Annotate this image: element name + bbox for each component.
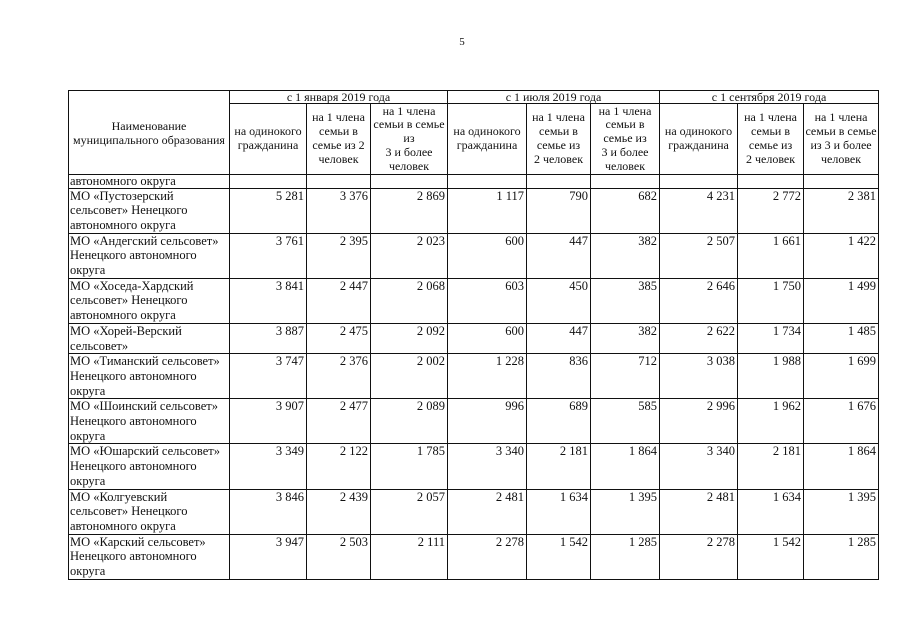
rate-value-cell: 2 622 [660,323,738,353]
municipality-name-cell: автономного округа [69,175,230,189]
rate-value-cell [371,175,448,189]
rate-value-cell: 2 439 [307,489,371,534]
rate-value-cell: 1 117 [448,188,527,233]
rate-value-cell: 2 475 [307,323,371,353]
municipality-name-cell: МО «Пустозерский сельсовет» Ненецкого автономного округа [69,188,230,233]
rate-value-cell: 1 228 [448,354,527,399]
rate-value-cell: 996 [448,399,527,444]
table-row [69,188,879,233]
rate-value-cell: 689 [527,399,591,444]
rate-value-cell: 1 485 [804,323,879,353]
rate-value-cell: 2 181 [738,444,804,489]
table-header [69,91,879,175]
table-body [69,175,879,580]
table-row [69,534,879,579]
rate-value-cell: 2 646 [660,278,738,323]
rate-value-cell: 2 181 [527,444,591,489]
rate-value-cell: 450 [527,278,591,323]
rate-value-cell: 1 395 [804,489,879,534]
municipality-name-cell: МО «Шоинский сельсовет» Ненецкого автономного округа [69,399,230,444]
rate-value-cell: 2 278 [448,534,527,579]
rate-value-cell: 836 [527,354,591,399]
municipality-name-cell: МО «Карский сельсовет» Ненецкого автономного округа [69,534,230,579]
column-header-family-of-2: на 1 члена семьи в семье из 2 человек [307,104,371,175]
rate-value-cell [660,175,738,189]
rate-value-cell: 600 [448,323,527,353]
rate-value-cell: 3 841 [230,278,307,323]
rate-value-cell: 1 864 [804,444,879,489]
rate-value-cell: 3 038 [660,354,738,399]
rate-value-cell [230,175,307,189]
rate-value-cell: 382 [591,323,660,353]
rate-value-cell: 3 747 [230,354,307,399]
rate-value-cell: 2 376 [307,354,371,399]
rate-value-cell: 1 542 [527,534,591,579]
rate-value-cell: 1 962 [738,399,804,444]
rate-value-cell: 1 634 [527,489,591,534]
rate-value-cell: 447 [527,323,591,353]
rate-value-cell: 2 002 [371,354,448,399]
column-header-single-citizen: на одинокого гражданина [660,104,738,175]
rate-value-cell: 2 068 [371,278,448,323]
rate-value-cell: 382 [591,233,660,278]
rate-value-cell: 1 661 [738,233,804,278]
rate-value-cell: 2 447 [307,278,371,323]
rate-value-cell: 2 481 [660,489,738,534]
rate-value-cell: 2 111 [371,534,448,579]
rate-value-cell: 2 507 [660,233,738,278]
rate-value-cell: 1 734 [738,323,804,353]
municipality-name-cell: МО «Хорей-Верский сельсовет» [69,323,230,353]
column-header-family-of-3-plus: на 1 члена семьи в семье из 3 и более человек [371,104,448,175]
rate-value-cell: 600 [448,233,527,278]
rate-value-cell: 3 846 [230,489,307,534]
rate-value-cell: 1 785 [371,444,448,489]
rate-value-cell: 2 023 [371,233,448,278]
municipality-column-header: Наименование муниципального образования [69,91,230,175]
column-header-family-of-2: на 1 члена семьи в семье из 2 человек [527,104,591,175]
table-row [69,233,879,278]
rate-value-cell: 4 231 [660,188,738,233]
municipality-name-cell: МО «Андегский сельсовет» Ненецкого автономного округа [69,233,230,278]
rate-value-cell: 1 542 [738,534,804,579]
rate-value-cell: 2 481 [448,489,527,534]
rate-value-cell: 2 057 [371,489,448,534]
rate-value-cell: 1 285 [804,534,879,579]
rate-value-cell: 1 676 [804,399,879,444]
rate-value-cell: 1 285 [591,534,660,579]
table-row [69,175,879,189]
rate-value-cell: 1 864 [591,444,660,489]
municipality-name-cell: МО «Колгуевский сельсовет» Ненецкого автономного округа [69,489,230,534]
table-row [69,489,879,534]
municipality-name-cell: МО «Хоседа-Хардский сельсовет» Ненецкого автономного округа [69,278,230,323]
table-row [69,399,879,444]
rate-value-cell: 1 395 [591,489,660,534]
rate-value-cell: 2 869 [371,188,448,233]
table-row [69,323,879,353]
period-header-row [69,91,879,104]
rate-value-cell: 3 761 [230,233,307,278]
rate-value-cell [448,175,527,189]
column-header-single-citizen: на одинокого гражданина [230,104,307,175]
rate-value-cell: 2 092 [371,323,448,353]
rate-value-cell: 5 281 [230,188,307,233]
rate-value-cell: 1 699 [804,354,879,399]
rate-value-cell: 3 340 [660,444,738,489]
rate-value-cell: 1 750 [738,278,804,323]
table-row [69,444,879,489]
table-row [69,354,879,399]
rate-value-cell [527,175,591,189]
rate-value-cell: 3 349 [230,444,307,489]
rate-value-cell: 3 947 [230,534,307,579]
rate-value-cell [591,175,660,189]
municipality-name-cell: МО «Тиманский сельсовет» Ненецкого автономного округа [69,354,230,399]
period-header-september: с 1 сентября 2019 года [660,91,879,104]
rate-value-cell [307,175,371,189]
rate-value-cell: 2 772 [738,188,804,233]
rates-table [68,90,879,580]
column-header-family-of-3-plus: на 1 члена семьи в семье из 3 и более человек [804,104,879,175]
rate-value-cell: 712 [591,354,660,399]
rate-value-cell: 682 [591,188,660,233]
rate-value-cell: 790 [527,188,591,233]
rate-value-cell: 2 278 [660,534,738,579]
rate-value-cell: 1 634 [738,489,804,534]
rate-value-cell: 1 988 [738,354,804,399]
column-header-family-of-3-plus: на 1 члена семьи в семье из 3 и более человек [591,104,660,175]
rate-value-cell: 2 996 [660,399,738,444]
rate-value-cell [804,175,879,189]
rate-value-cell: 1 499 [804,278,879,323]
municipality-name-cell: МО «Юшарский сельсовет» Ненецкого автономного округа [69,444,230,489]
rate-value-cell [738,175,804,189]
rate-value-cell: 385 [591,278,660,323]
rate-value-cell: 2 477 [307,399,371,444]
column-header-family-of-2: на 1 члена семьи в семье из 2 человек [738,104,804,175]
page-number: 5 [459,36,465,48]
rate-value-cell: 2 122 [307,444,371,489]
rate-value-cell: 2 503 [307,534,371,579]
rate-value-cell: 603 [448,278,527,323]
rate-value-cell: 2 381 [804,188,879,233]
rate-value-cell: 3 887 [230,323,307,353]
period-header-january: с 1 января 2019 года [230,91,448,104]
rate-value-cell: 2 089 [371,399,448,444]
rate-value-cell: 3 376 [307,188,371,233]
rate-value-cell: 585 [591,399,660,444]
rate-value-cell: 2 395 [307,233,371,278]
period-header-july: с 1 июля 2019 года [448,91,660,104]
rate-value-cell: 447 [527,233,591,278]
table-row [69,278,879,323]
column-header-single-citizen: на одинокого гражданина [448,104,527,175]
rate-value-cell: 3 340 [448,444,527,489]
rate-value-cell: 3 907 [230,399,307,444]
rate-value-cell: 1 422 [804,233,879,278]
